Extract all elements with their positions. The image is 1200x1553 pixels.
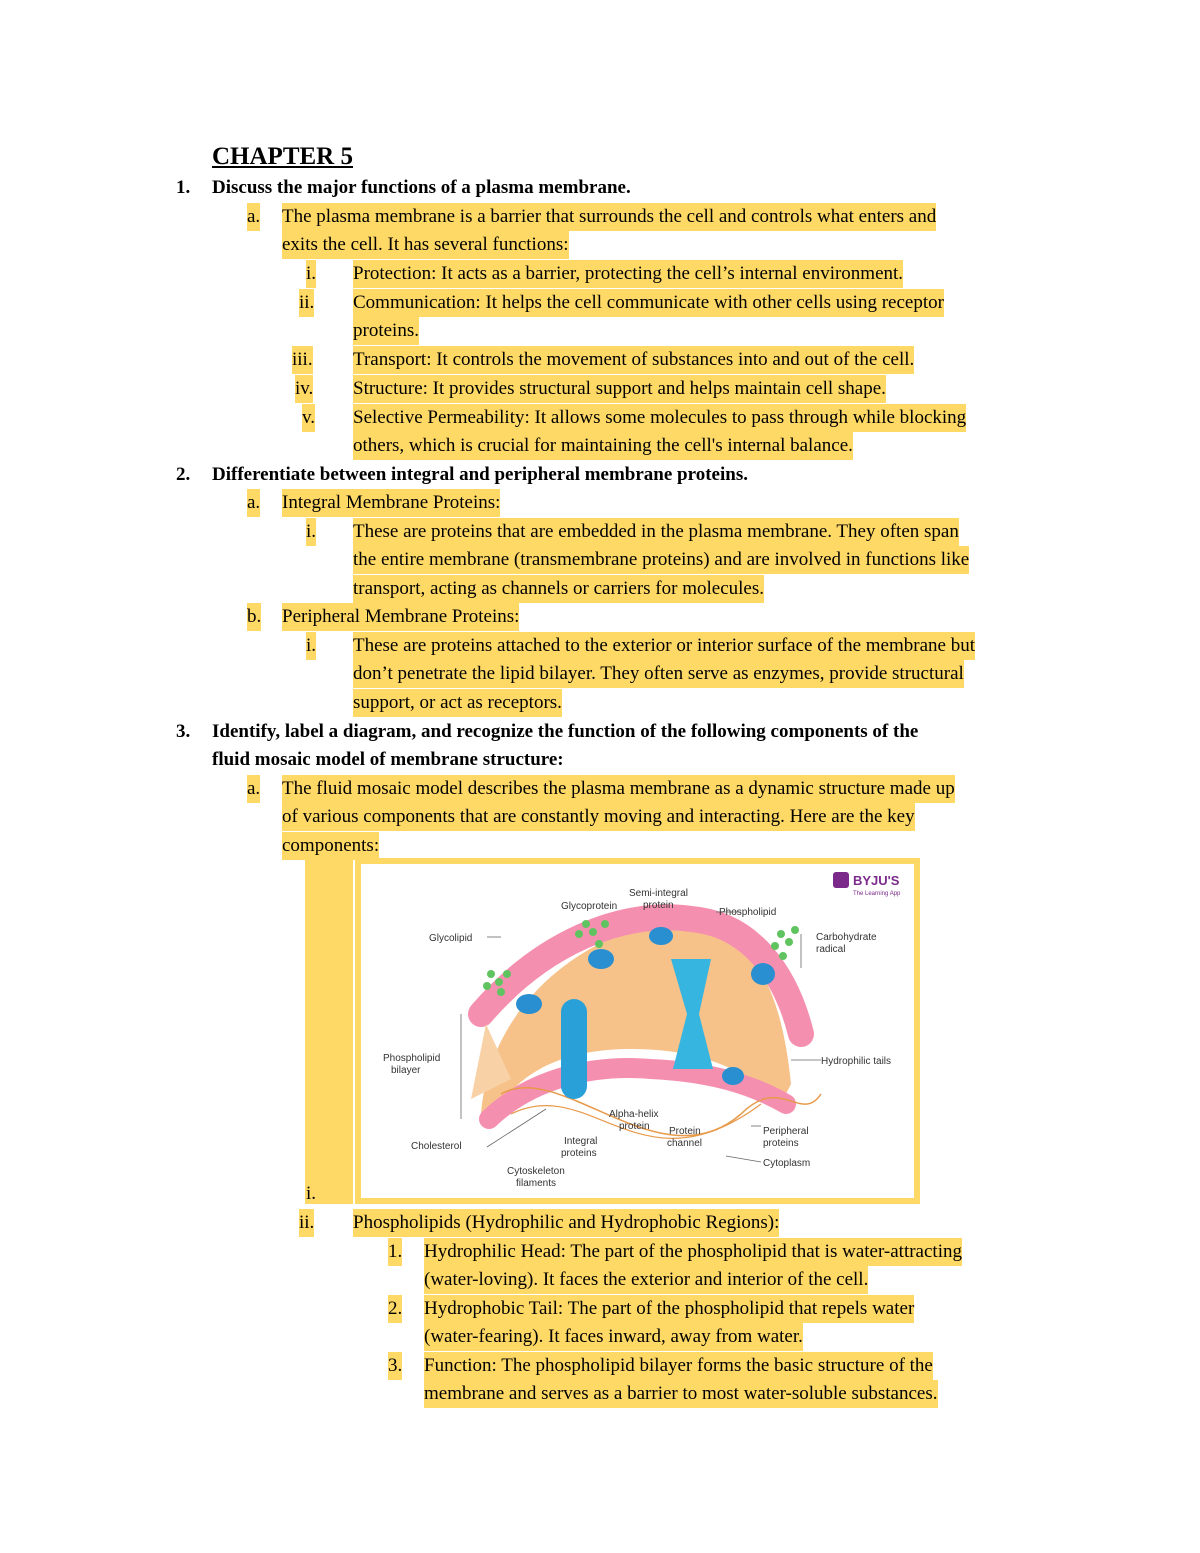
q1-item-text: Transport: It controls the movement of substances into and out of the cell. <box>353 346 914 374</box>
label-carbohydrate: Carbohydrate <box>816 932 877 943</box>
q3-ii-text: Phospholipids (Hydrophilic and Hydrophobic Regions): <box>353 1209 779 1237</box>
fluid-mosaic-diagram <box>361 864 914 1198</box>
label-alpha-helix-2: protein <box>619 1121 650 1132</box>
q1-item-text: Structure: It provides structural support and helps maintain cell shape. <box>353 375 886 403</box>
figure-highlight <box>305 858 353 1204</box>
label-bilayer: Phospholipid <box>383 1053 441 1064</box>
q3-i-mark: i. <box>306 1183 317 1204</box>
q2-a-text: Integral Membrane Proteins: <box>282 489 500 517</box>
label-channel: Protein <box>669 1126 701 1137</box>
q1-number: 1. <box>176 177 191 198</box>
q2-b-text: Peripheral Membrane Proteins: <box>282 603 519 631</box>
q1-item-mark: iv. <box>295 375 313 403</box>
q2-a-i-line: transport, acting as channels or carriers for molecules. <box>353 575 764 603</box>
label-glycoprotein: Glycoprotein <box>561 901 618 912</box>
peripheral-protein-icon <box>722 1067 744 1085</box>
q3-a-line: components: <box>282 832 379 860</box>
q1-item-text: proteins. <box>353 317 419 345</box>
q1-item-mark: v. <box>302 404 315 432</box>
semi-integral-protein-icon <box>649 927 673 945</box>
q2-b-i-line: don’t penetrate the lipid bilayer. They often serve as enzymes, provide structural <box>353 660 964 688</box>
label-semi-integral-2: protein <box>643 900 674 911</box>
label-hydrophilic-tails: Hydrophilic tails <box>821 1056 892 1067</box>
label-cytoskeleton: Cytoskeleton <box>507 1166 565 1177</box>
label-semi-integral: Semi-integral <box>629 888 688 899</box>
peripheral-protein-icon <box>516 994 542 1014</box>
label-integral-2: proteins <box>561 1148 597 1159</box>
label-alpha-helix: Alpha-helix <box>609 1109 659 1120</box>
q1-item-mark: i. <box>306 260 316 288</box>
q3-subitem-text: (water-loving). It faces the exterior and interior of the cell. <box>424 1266 868 1294</box>
q3-a-line: of various components that are constantly moving and interacting. Here are the key <box>282 803 915 831</box>
q1-item-mark: ii. <box>299 289 314 317</box>
byjus-logo-text: BYJU'S <box>853 873 900 888</box>
glycoprotein-base-icon <box>588 949 614 969</box>
q3-subitem-mark: 1. <box>388 1238 402 1266</box>
label-cholesterol: Cholesterol <box>411 1141 462 1152</box>
q1-item-text: Selective Permeability: It allows some molecules to pass through while blocking <box>353 404 966 432</box>
q2-b-i-mark: i. <box>306 632 316 660</box>
q1-heading: Discuss the major functions of a plasma membrane. <box>212 177 631 198</box>
label-phospholipid: Phospholipid <box>719 907 777 918</box>
q3-subitem-text: Hydrophilic Head: The part of the phospholipid that is water-attracting <box>424 1238 962 1266</box>
q1-item-mark: iii. <box>292 346 313 374</box>
q3-subitem-text: (water-fearing). It faces inward, away from water. <box>424 1323 803 1351</box>
q3-subitem-text: Hydrophobic Tail: The part of the phospholipid that repels water <box>424 1295 914 1323</box>
q2-b-i-line: These are proteins attached to the exterior or interior surface of the membrane but <box>353 632 975 660</box>
q2-a-mark: a. <box>247 489 260 517</box>
label-peripheral: Peripheral <box>763 1126 809 1137</box>
q2-number: 2. <box>176 464 191 485</box>
byjus-logo-icon <box>833 872 849 888</box>
q3-heading-line1: Identify, label a diagram, and recognize the function of the following components of the <box>212 721 919 742</box>
figure-frame <box>355 858 920 1204</box>
q1-item-text: Communication: It helps the cell communicate with other cells using receptor <box>353 289 944 317</box>
label-cytoskeleton-2: filaments <box>516 1178 557 1189</box>
label-peripheral-2: proteins <box>763 1138 799 1149</box>
q3-subitem-mark: 2. <box>388 1295 402 1323</box>
label-integral: Integral <box>564 1136 598 1147</box>
integral-protein-icon <box>561 999 587 1099</box>
label-channel-2: channel <box>667 1138 703 1149</box>
q1-a-line2: exits the cell. It has several functions: <box>282 231 569 259</box>
label-bilayer-2: bilayer <box>391 1065 421 1076</box>
q3-a-mark: a. <box>247 775 260 803</box>
label-carbohydrate-2: radical <box>816 944 846 955</box>
chapter-title: CHAPTER 5 <box>212 143 353 170</box>
q1-a-mark: a. <box>247 203 260 231</box>
q2-b-i-line: support, or act as receptors. <box>353 689 562 717</box>
label-glycolipid: Glycolipid <box>429 933 473 944</box>
q3-subitem-text: membrane and serves as a barrier to most water-soluble substances. <box>424 1380 938 1408</box>
membrane-illustration <box>361 864 914 1198</box>
q3-heading-line2: fluid mosaic model of membrane structure: <box>212 749 564 770</box>
q3-number: 3. <box>176 721 191 742</box>
q2-a-i-line: These are proteins that are embedded in the plasma membrane. They often span <box>353 518 959 546</box>
q2-b-mark: b. <box>247 603 261 631</box>
q3-subitem-text: Function: The phospholipid bilayer forms the basic structure of the <box>424 1352 933 1380</box>
q3-a-line: The fluid mosaic model describes the plasma membrane as a dynamic structure made up <box>282 775 955 803</box>
q1-item-text: others, which is crucial for maintaining the cell's internal balance. <box>353 432 853 460</box>
q3-ii-mark: ii. <box>299 1209 314 1237</box>
label-cytoplasm: Cytoplasm <box>763 1158 811 1169</box>
q1-item-text: Protection: It acts as a barrier, protecting the cell’s internal environment. <box>353 260 903 288</box>
peripheral-protein-icon <box>751 963 775 985</box>
q2-a-i-line: the entire membrane (transmembrane proteins) and are involved in functions like <box>353 546 969 574</box>
q3-subitem-mark: 3. <box>388 1352 402 1380</box>
byjus-logo-subtext: The Learning App <box>853 891 901 897</box>
q2-a-i-mark: i. <box>306 518 316 546</box>
q2-heading: Differentiate between integral and peripheral membrane proteins. <box>212 464 748 485</box>
q1-a-line1: The plasma membrane is a barrier that surrounds the cell and controls what enters and <box>282 203 936 231</box>
